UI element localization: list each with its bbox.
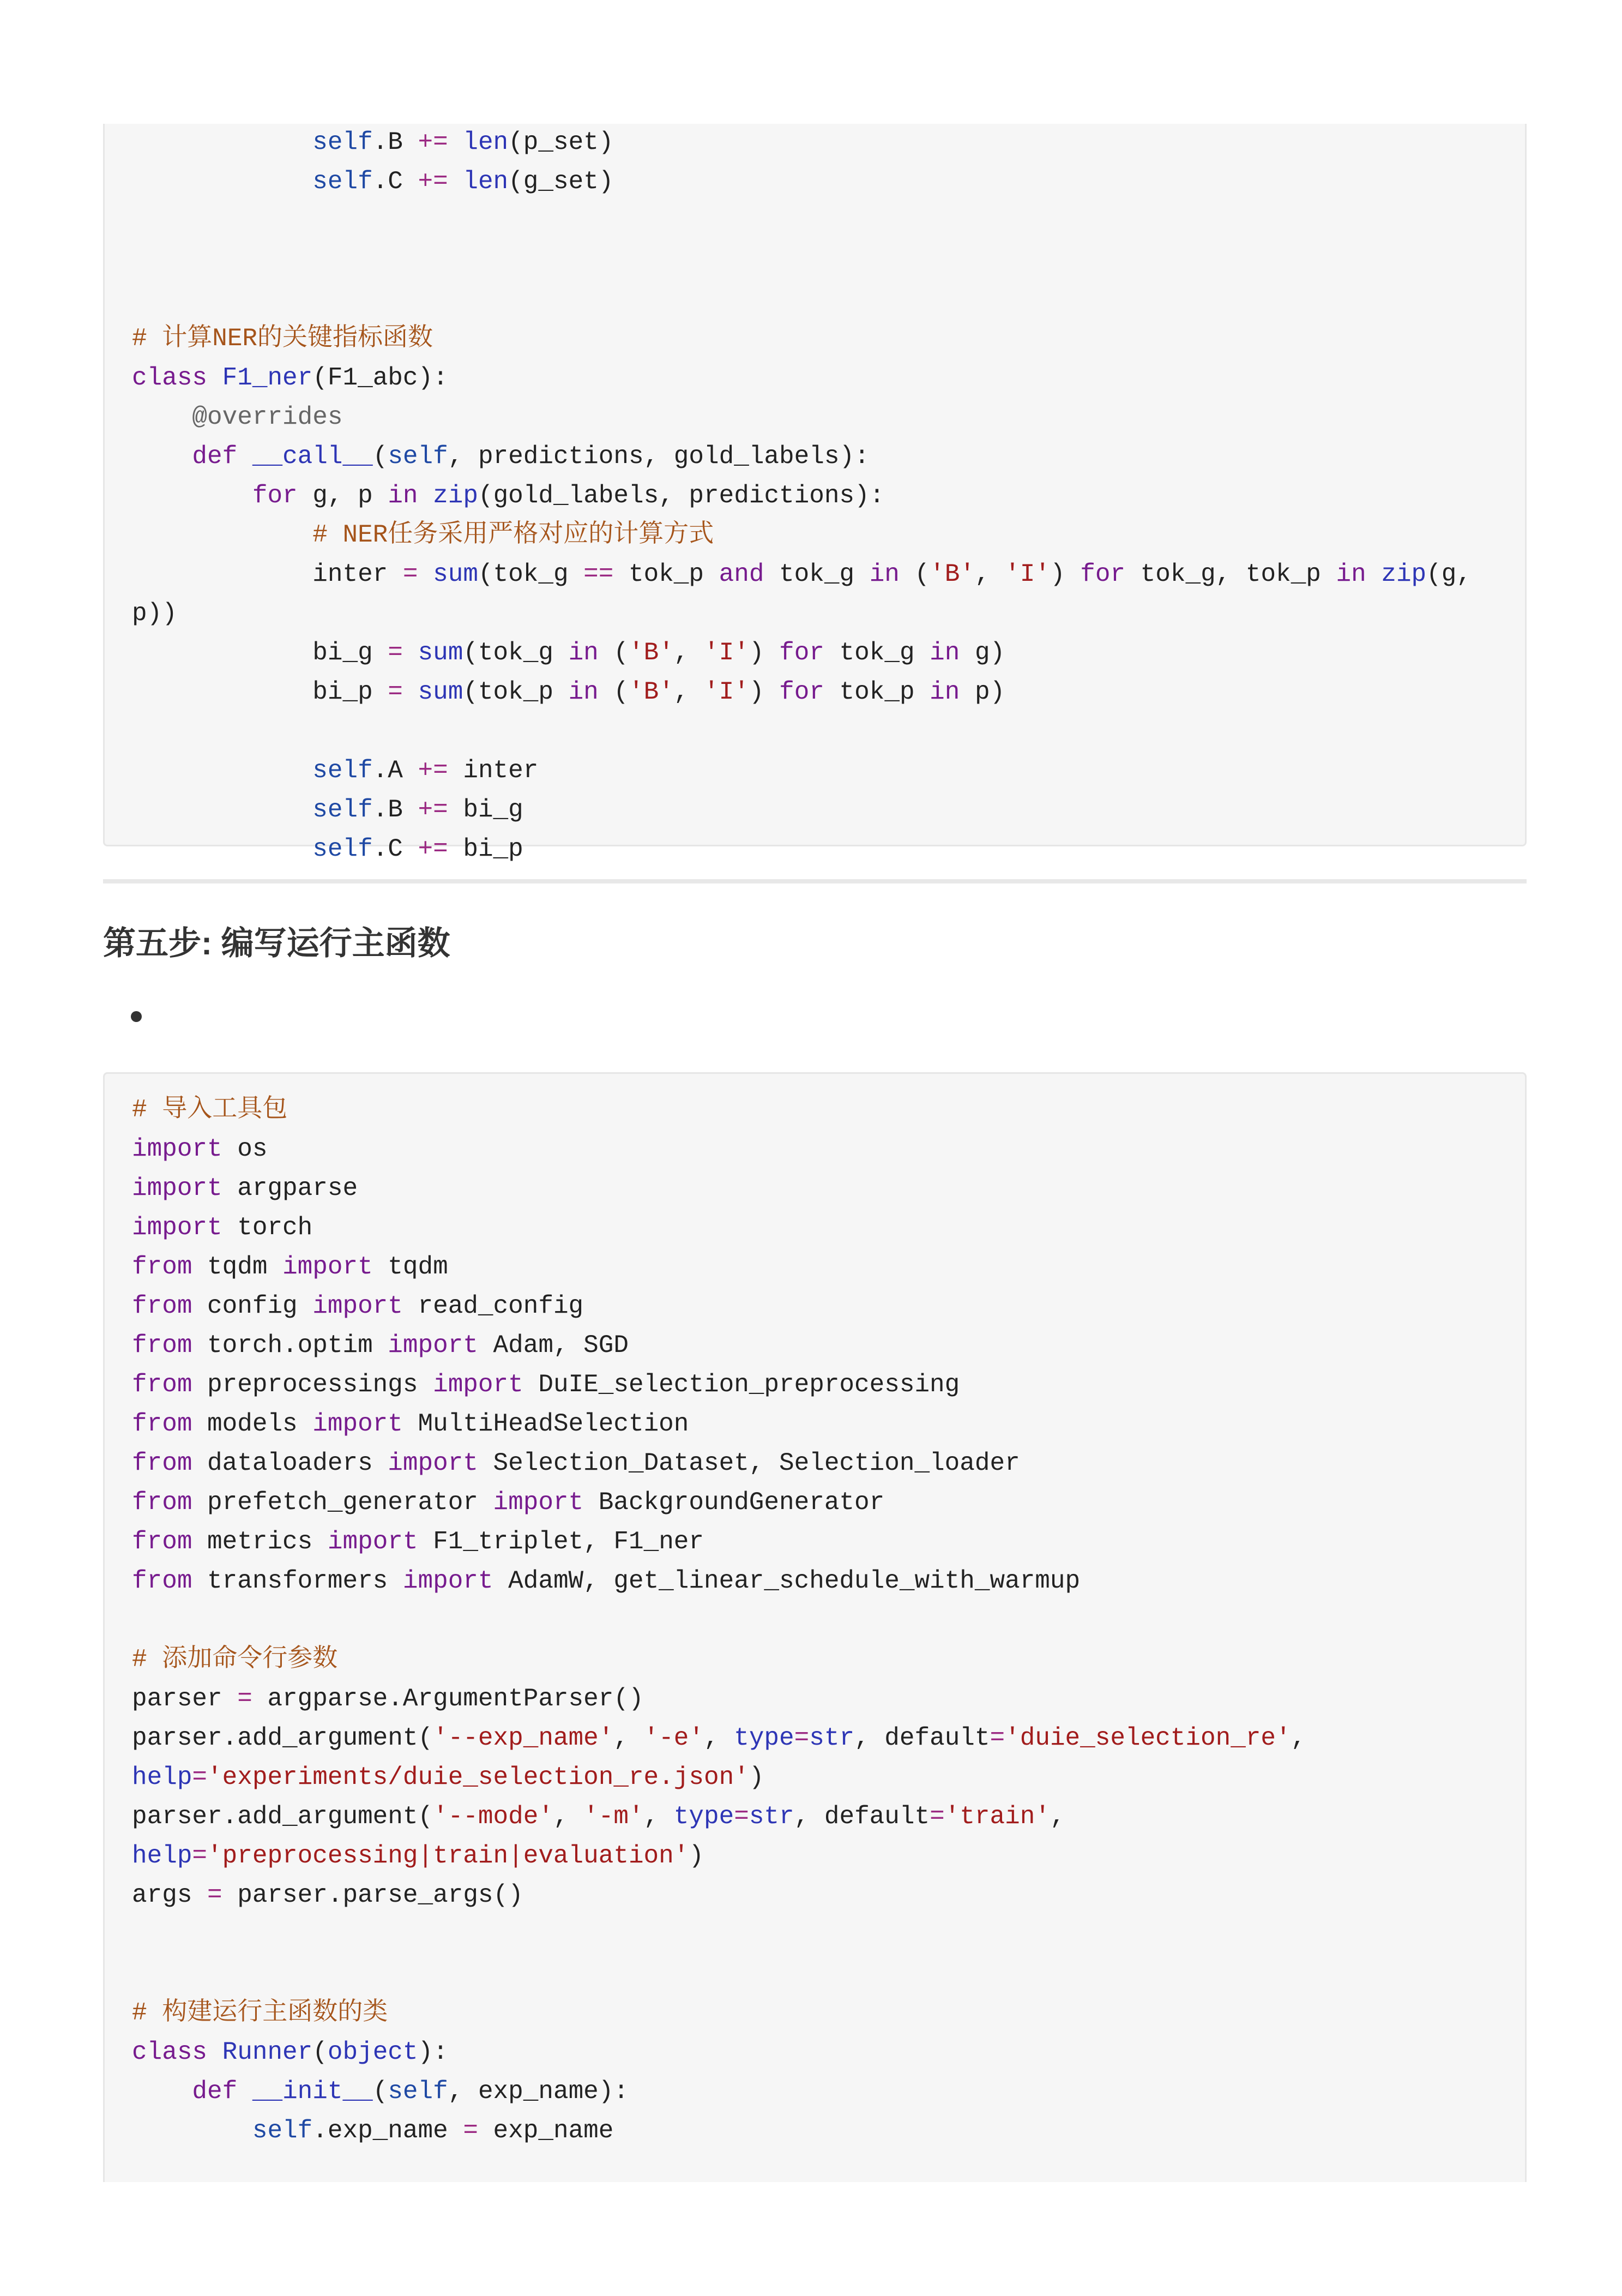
- section-heading: 第五步: 编写运行主函数: [103, 925, 450, 961]
- code-line: p)): [132, 599, 177, 628]
- code-comment: # 添加命令行参数: [132, 1645, 338, 1674]
- code-line: from torch.optim import Adam, SGD: [132, 1331, 629, 1360]
- code-comment: # 计算NER的关键指标函数: [132, 324, 433, 353]
- code-line: self.C += len(g_set): [312, 167, 614, 196]
- code-line: parser.add_argument('--exp_name', '-e', type=str, default='duie_selection_re',: [132, 1724, 1306, 1752]
- code-line: class F1_ner(F1_abc):: [132, 364, 448, 392]
- code-comment: # 构建运行主函数的类: [132, 1999, 388, 2027]
- code-line: bi_g = sum(tok_g in ('B', 'I') for tok_g in g): [132, 639, 1005, 667]
- code-block-f1-ner: [103, 124, 1527, 863]
- code-line: class Runner(object):: [132, 2038, 448, 2066]
- code-comment: # NER任务采用严格对应的计算方式: [132, 521, 714, 549]
- code-line: from preprocessings import DuIE_selection_preprocessing: [132, 1371, 960, 1399]
- code-line: import os: [132, 1135, 268, 1163]
- bullet-dot: [131, 1011, 142, 1022]
- code-line: import torch: [132, 1213, 313, 1242]
- code-line: for g, p in zip(gold_labels, predictions):: [252, 482, 885, 510]
- code-line: from config import read_config: [132, 1292, 584, 1320]
- section-divider: [103, 879, 1527, 883]
- code-line: from tqdm import tqdm: [132, 1253, 448, 1281]
- code-decorator: @overrides: [132, 403, 343, 431]
- code-line: from dataloaders import Selection_Dataset, Selection_loader: [132, 1449, 1020, 1477]
- code-line: import argparse: [132, 1174, 358, 1203]
- code-line: from metrics import F1_triplet, F1_ner: [132, 1528, 704, 1556]
- code-comment: # 导入工具包: [132, 1096, 288, 1124]
- code-line: parser.add_argument('--mode', '-m', type=str, default='train',: [132, 1802, 1065, 1831]
- code-line: self.B += bi_g: [312, 796, 523, 824]
- code-line: help='experiments/duie_selection_re.json'): [132, 1763, 764, 1792]
- code-line: self.A += inter: [312, 756, 539, 785]
- code-line: from prefetch_generator import BackgroundGenerator: [132, 1488, 885, 1517]
- code-line: def __init__(self, exp_name):: [192, 2077, 629, 2106]
- code-line: self.C += bi_p: [312, 835, 523, 863]
- code-line: self.B += len(p_set): [312, 128, 614, 157]
- code-line: from models import MultiHeadSelection: [132, 1410, 689, 1438]
- code-line: self.exp_name = exp_name: [252, 2117, 614, 2145]
- code-line: help='preprocessing|train|evaluation'): [132, 1842, 704, 1870]
- code-line: bi_p = sum(tok_p in ('B', 'I') for tok_p in p): [132, 678, 1005, 706]
- code-line: def __call__(self, predictions, gold_labels):: [192, 442, 870, 471]
- code-block-main-py: [103, 1072, 1527, 2182]
- code-line: parser = argparse.ArgumentParser(): [132, 1685, 644, 1713]
- code-line: from transformers import AdamW, get_linear_schedule_with_warmup: [132, 1567, 1081, 1595]
- code-line: inter = sum(tok_g == tok_p and tok_g in ('B', 'I') for tok_g, tok_p in zip(g,: [132, 560, 1472, 588]
- code-line: args = parser.parse_args(): [132, 1881, 523, 1909]
